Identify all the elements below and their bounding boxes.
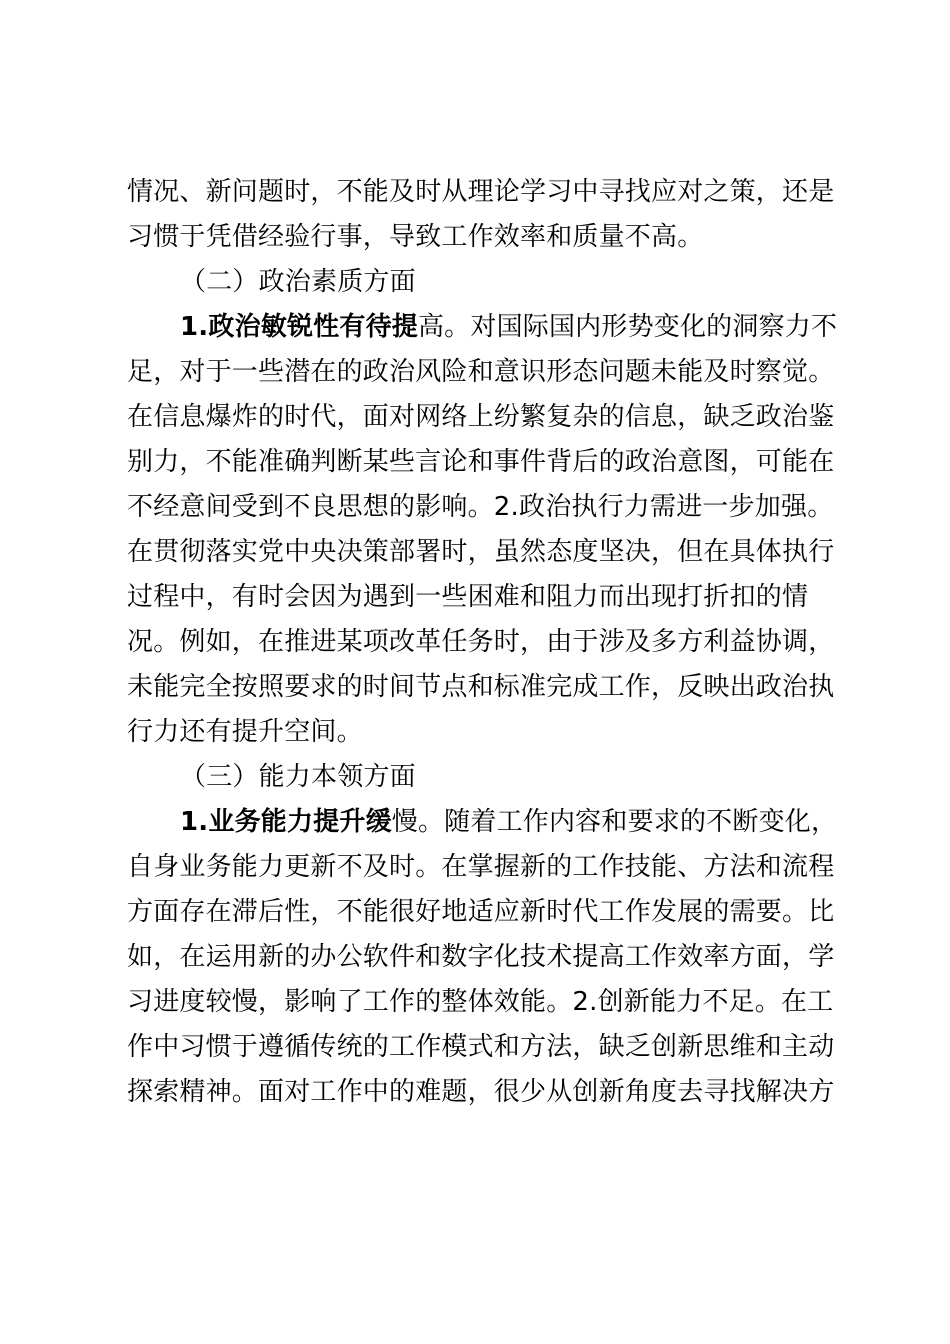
item-heading-bold: 1.政治敏锐性有待提 xyxy=(180,312,418,342)
line-text: 足，对于一些潜在的政治风险和意识形态问题未能及时察觉。 xyxy=(127,357,835,387)
line-text: 在信息爆炸的时代，面对网络上纷繁复杂的信息，缺乏政治鉴 xyxy=(127,402,835,432)
line-text: 慢。随着工作内容和要求的不断变化， xyxy=(391,807,838,837)
body-line xyxy=(127,1070,835,1115)
body-line xyxy=(127,305,838,350)
line-text: 行力还有提升空间。 xyxy=(127,717,363,747)
line-text: 习惯于凭借经验行事，导致工作效率和质量不高。 xyxy=(127,222,704,252)
body-line xyxy=(127,845,835,890)
body-line xyxy=(127,665,835,710)
body-line xyxy=(127,620,835,665)
body-line xyxy=(127,170,835,215)
heading-text: （二）政治素质方面 xyxy=(180,267,416,297)
line-text: 高。对国际国内形势变化的洞察力不 xyxy=(417,312,838,342)
document-body xyxy=(127,170,838,1115)
body-line xyxy=(127,350,835,395)
line-text: 如，在运用新的办公软件和数字化技术提高工作效率方面，学 xyxy=(127,942,835,972)
body-line xyxy=(127,395,835,440)
line-text: 情况、新问题时，不能及时从理论学习中寻找应对之策，还是 xyxy=(127,177,835,207)
body-line xyxy=(127,440,835,485)
line-text: 方面存在滞后性，不能很好地适应新时代工作发展的需要。比 xyxy=(127,897,835,927)
body-line xyxy=(127,215,827,260)
line-text: 作中习惯于遵循传统的工作模式和方法，缺乏创新思维和主动 xyxy=(127,1032,835,1062)
section-heading-2 xyxy=(127,260,827,305)
section-heading-3 xyxy=(127,755,827,800)
body-line xyxy=(127,890,835,935)
line-text: 不经意间受到不良思想的影响。2.政治执行力需进一步加强。 xyxy=(127,492,834,522)
line-text: 在贯彻落实党中央决策部署时，虽然态度坚决，但在具体执行 xyxy=(127,537,835,567)
line-text: 自身业务能力更新不及时。在掌握新的工作技能、方法和流程 xyxy=(127,852,835,882)
line-text: 探索精神。面对工作中的难题，很少从创新角度去寻找解决方 xyxy=(127,1077,835,1107)
body-line xyxy=(127,935,835,980)
line-text: 况。例如，在推进某项改革任务时，由于涉及多方利益协调， xyxy=(127,627,835,657)
line-text: 未能完全按照要求的时间节点和标准完成工作，反映出政治执 xyxy=(127,672,835,702)
body-line xyxy=(127,710,827,755)
body-line xyxy=(127,800,838,845)
body-line xyxy=(127,575,827,620)
body-line xyxy=(127,530,835,575)
body-line xyxy=(127,980,834,1025)
line-text: 习进度较慢，影响了工作的整体效能。2.创新能力不足。在工 xyxy=(127,987,834,1017)
line-text: 过程中，有时会因为遇到一些困难和阻力而出现打折扣的情 xyxy=(127,582,809,612)
body-line xyxy=(127,485,834,530)
line-text: 别力，不能准确判断某些言论和事件背后的政治意图，可能在 xyxy=(127,447,835,477)
body-line xyxy=(127,1025,835,1070)
item-heading-bold: 1.业务能力提升缓 xyxy=(180,807,392,837)
heading-text: （三）能力本领方面 xyxy=(180,762,416,792)
